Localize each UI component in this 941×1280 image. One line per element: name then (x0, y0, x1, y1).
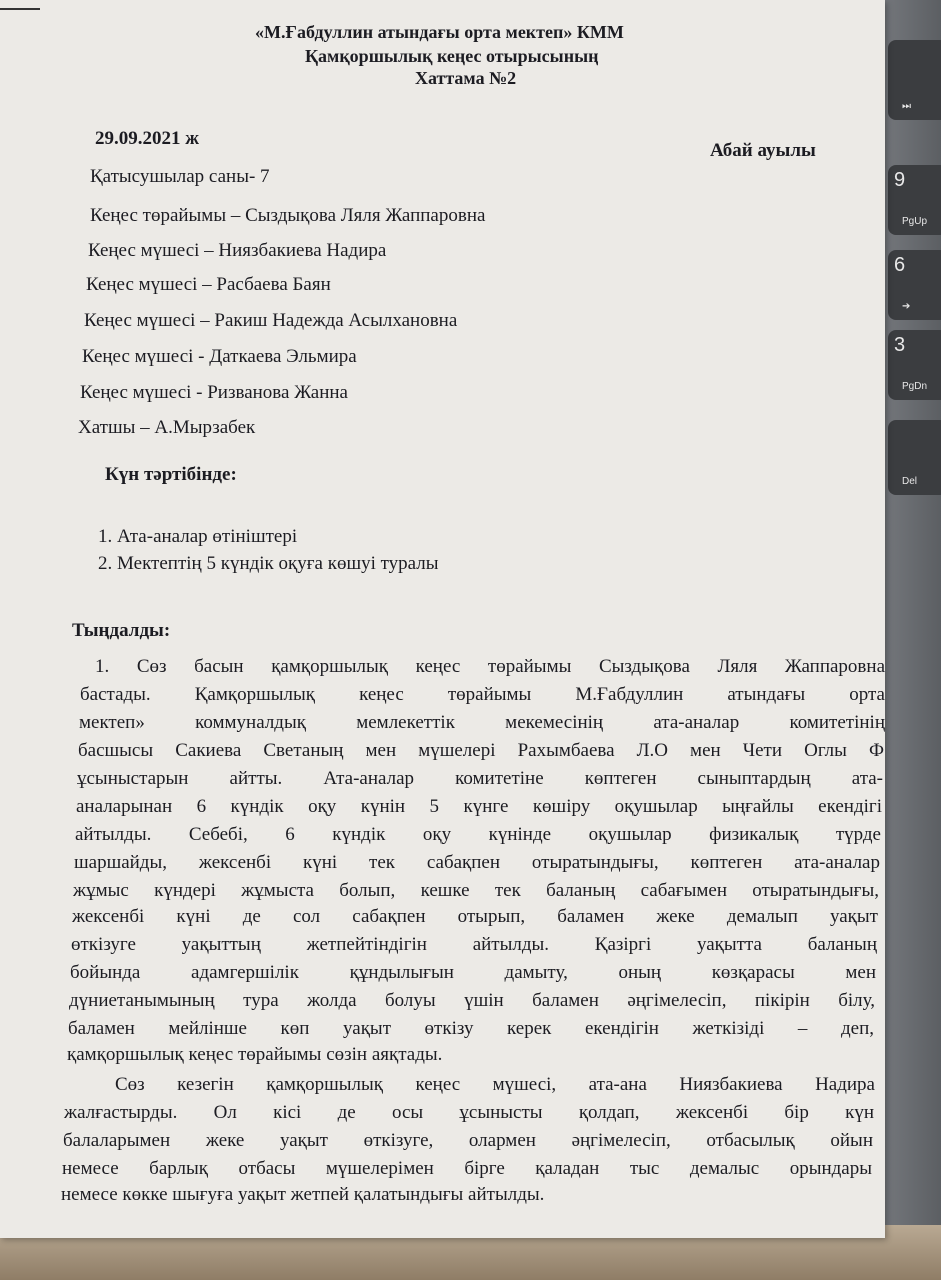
paragraph-2-line: немесе барлық отбасы мүшелерімен бірге қаладан тыс демалыс орындары (62, 1158, 872, 1179)
keyboard-key (888, 165, 941, 235)
paragraph-2-line: Сөз кезегін қамқоршылық кеңес мүшесі, ата-ана Ниязбакиева Надира (115, 1074, 875, 1095)
attendee-line: Кеңес мүшесі – Расбаева Баян (86, 274, 331, 295)
key-main-label: 6 (894, 254, 906, 276)
attendee-line: Кеңес мүшесі – Ниязбакиева Надира (88, 240, 387, 261)
paragraph-2-line: жалғастырды. Ол кісі де осы ұсынысты қолдап, жексенбі бір күн (64, 1102, 874, 1123)
keyboard-key (888, 420, 941, 495)
agenda-title: Күн тәртібінде: (105, 464, 237, 485)
key-sub-label: PgUp (902, 216, 928, 227)
paragraph-1-line: баламен мейлінше көп уақыт өткізу керек екендігін жеткізіді – деп, (68, 1018, 874, 1039)
keyboard-key (888, 250, 941, 320)
agenda-item: 1. Ата-аналар өтініштері (98, 526, 298, 547)
paragraph-1-line: қамқоршылық кеңес төрайымы сөзін аяқтады. (67, 1044, 443, 1065)
paragraph-1-line: ұсыныстарын айтты. Ата-аналар комитетіне көптеген сыныптардың ата- (77, 768, 883, 789)
key-main-label: 3 (894, 334, 906, 356)
paragraph-1-line: жексенбі күні де сол сабақпен отырып, баламен жеке демалып уақыт (72, 906, 878, 927)
paragraph-2-line: немесе көкке шығуға уақыт жетпей қалатындығы айтылды. (61, 1184, 545, 1205)
keyboard-key (888, 330, 941, 400)
paragraph-1-line: бойында адамгершілік құндылығын дамыту, оның көзқарасы мен (70, 962, 876, 983)
attendee-line: Қатысушылар саны- 7 (90, 166, 270, 187)
attendee-line: Хатшы – А.Мырзабек (78, 417, 256, 438)
paragraph-1-line: мектеп» коммуналдық мемлекеттік мекемесінің ата-аналар комитетінің (79, 712, 885, 733)
key-sub-label: ⏭ (902, 101, 911, 112)
attendee-line: Кеңес төрайымы – Сыздықова Ляля Жаппаровна (90, 205, 486, 226)
key-main-label: 9 (894, 169, 906, 191)
agenda-item: 2. Мектептің 5 күндік оқуға көшуі туралы (98, 553, 439, 574)
key-sub-label: Del (902, 476, 918, 487)
key-sub-label: ➔ (902, 301, 911, 312)
attendee-line: Кеңес мүшесі - Даткаева Эльмира (82, 346, 357, 367)
key-sub-label: PgDn (902, 381, 928, 392)
paragraph-1-line: шаршайды, жексенбі күні тек сабақпен отыратындығы, көптеген ата-аналар (74, 852, 880, 873)
paragraph-1-line: аналарынан 6 күндік оқу күнін 5 күнге көшіру оқушылар ыңғайлы екендігі (76, 796, 882, 817)
paragraph-1-line: басшысы Сакиева Светаның мен мүшелері Рахымбаева Л.О мен Чети Оглы Ф (78, 740, 884, 761)
document-date: 29.09.2021 ж (95, 128, 200, 149)
header-line-2: Қамқоршылық кеңес отырысының (305, 46, 599, 66)
paragraph-1-line: 1. Сөз басын қамқоршылық кеңес төрайымы Сыздықова Ляля Жаппаровна (95, 656, 885, 677)
attendee-line: Кеңес мүшесі – Ракиш Надежда Асылхановна (84, 310, 458, 331)
pen-mark (0, 8, 40, 10)
paragraph-1-line: бастады. Қамқоршылық кеңес төрайымы М.Ғабдуллин атындағы орта (80, 684, 885, 705)
header-line-3: Хаттама №2 (415, 68, 517, 88)
attendee-line: Кеңес мүшесі - Ризванова Жанна (80, 382, 348, 403)
paragraph-1-line: жұмыс күндері жұмыста болып, кешке тек баланың сабағымен отыратындығы, (73, 880, 879, 901)
heard-title: Тыңдалды: (72, 620, 171, 641)
paragraph-1-line: дүниетанымының тура жолда болуы үшін баламен әңгімелесіп, пікірін білу, (69, 990, 875, 1011)
paragraph-2-line: балаларымен жеке уақыт өткізуге, олармен әңгімелесіп, отбасылық ойын (63, 1130, 873, 1151)
keyboard-key (888, 40, 941, 120)
document-place: Абай ауылы (710, 140, 816, 161)
header-line-1: «М.Ғабдуллин атындағы орта мектеп» КММ (255, 22, 624, 42)
paragraph-1-line: өткізуге уақыттың жетпейтіндігін айтылды. Қазіргі уақытта баланың (71, 934, 877, 955)
paragraph-1-line: айтылды. Себебі, 6 күндік оқу күнінде оқушылар физикалық түрде (75, 824, 881, 845)
